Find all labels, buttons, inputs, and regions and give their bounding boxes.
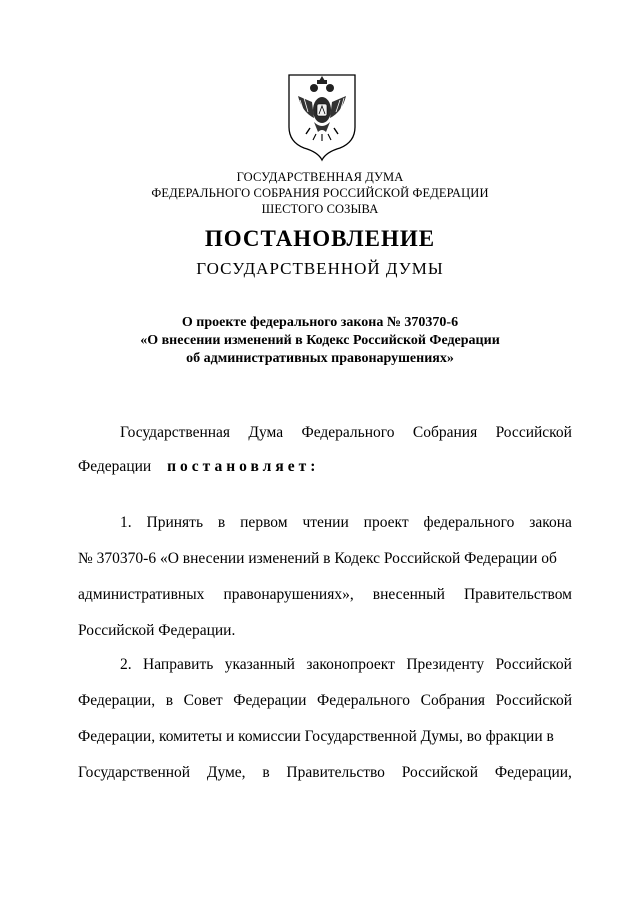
word: внесенный	[372, 586, 445, 603]
word: Думе,	[206, 764, 246, 781]
text-line: Федерации, комитеты и комиссии Государственной Думы, во фракции в	[78, 728, 554, 745]
text-line	[78, 458, 319, 476]
word: Государственной	[78, 764, 191, 781]
text-line	[78, 586, 572, 604]
word: Федерального	[301, 424, 395, 441]
resolution-verb: постановляет:	[167, 458, 320, 475]
word: Президенту	[406, 656, 485, 673]
word: Российской	[401, 764, 479, 781]
word: Федерации	[233, 692, 307, 709]
word: первом	[240, 514, 288, 531]
word: Собрания	[412, 424, 478, 441]
text-line	[120, 514, 572, 532]
word: Российской	[495, 656, 572, 673]
word: 1.	[120, 514, 132, 531]
word: административных	[78, 586, 205, 603]
document-type-title: ПОСТАНОВЛЕНИЕ	[204, 226, 436, 251]
word: Российской	[495, 424, 572, 441]
organization-full-name: ФЕДЕРАЛЬНОГО СОБРАНИЯ РОССИЙСКОЙ ФЕДЕРАЦИИ	[151, 186, 489, 200]
word: Направить	[143, 656, 214, 673]
word: Совет	[183, 692, 223, 709]
subject-line: О проекте федерального закона № 370370-6	[181, 315, 459, 330]
word: федерального	[423, 514, 515, 531]
convocation: ШЕСТОГО СОЗЫВА	[261, 202, 379, 216]
word: проект	[363, 514, 409, 531]
organization-name: ГОСУДАРСТВЕННАЯ ДУМА	[236, 170, 404, 184]
subject-line: «О внесении изменений в Кодекс Российской Федерации	[140, 333, 500, 348]
text-line: Российской Федерации.	[78, 622, 236, 639]
word: чтении	[302, 514, 349, 531]
word: Федерации,	[494, 764, 572, 781]
word: Правительство	[286, 764, 385, 781]
word: указанный	[224, 656, 295, 673]
word: в	[262, 764, 270, 781]
word: Правительством	[463, 586, 572, 603]
word: Государственная	[120, 424, 231, 441]
word: Федерации	[78, 458, 152, 475]
word: Российской	[495, 692, 572, 709]
word: правонарушениях»,	[223, 586, 354, 603]
word: закона	[529, 514, 572, 531]
word: в	[217, 514, 226, 531]
word: в	[165, 692, 174, 709]
word: 2.	[120, 656, 132, 673]
text-line	[78, 692, 572, 710]
document-issuer: ГОСУДАРСТВЕННОЙ ДУМЫ	[196, 259, 444, 278]
word: законопроект	[306, 656, 395, 673]
text-line	[120, 656, 572, 674]
word: Дума	[248, 424, 284, 441]
word: Принять	[146, 514, 204, 531]
subject-line: об административных правонарушениях»	[186, 351, 454, 366]
text-line	[78, 764, 572, 782]
coat-of-arms-emblem-icon	[286, 72, 358, 162]
word: Федерации,	[78, 692, 156, 709]
word: Собрания	[420, 692, 485, 709]
word: Федерального	[317, 692, 411, 709]
text-line: № 370370-6 «О внесении изменений в Кодекс Российской Федерации об	[78, 550, 557, 567]
text-line	[120, 424, 572, 442]
